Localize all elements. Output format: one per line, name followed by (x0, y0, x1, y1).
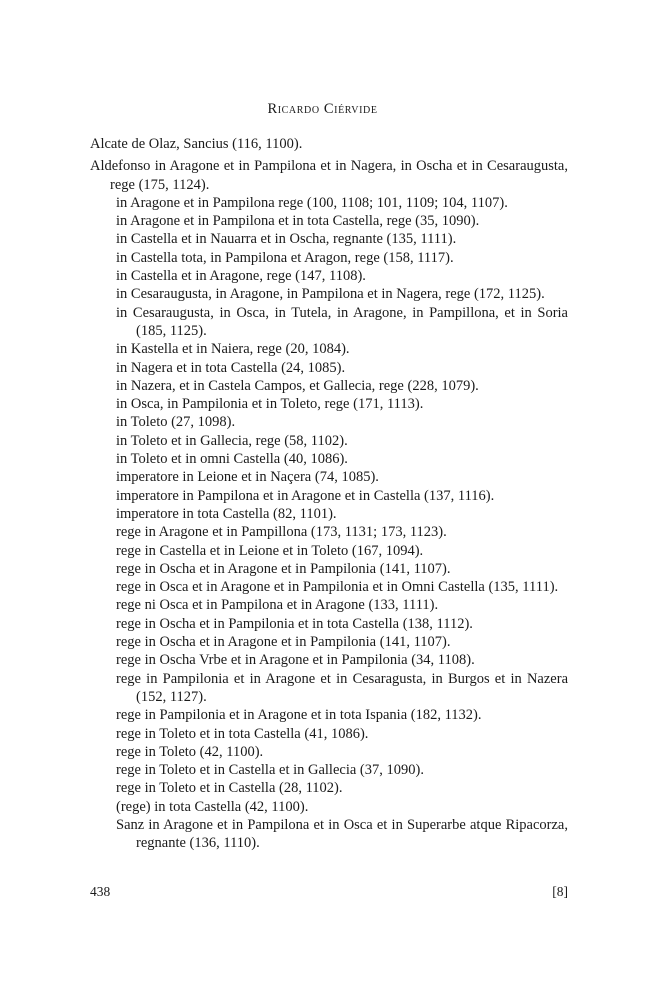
subentry: in Kastella et in Naiera, rege (20, 1084). (116, 341, 350, 358)
subentry: rege in Pampilonia et in Aragone et in tota Ispania (182, 1132). (116, 707, 482, 724)
subentry: rege in Oscha et in Aragone et in Pampilonia (141, 1107). (116, 560, 451, 577)
bracket-page-number: [8] (552, 884, 568, 899)
subentry: in Castella et in Aragone, rege (147, 1108). (116, 268, 366, 285)
index-entry: Alcate de Olaz, Sancius (116, 1100). (90, 136, 303, 152)
subentry: rege ni Osca et in Pampilona et in Aragone (133, 1111). (116, 597, 439, 614)
subentry: rege in Toleto (42, 1100). (116, 743, 264, 760)
subentry: in Toleto et in Gallecia, rege (58, 1102). (116, 432, 348, 449)
subentry: in Castella et in Nauarra et in Oscha, regnante (135, 1111). (116, 231, 457, 248)
subentry: in Cesaraugusta, in Osca, in Tutela, in Aragone, in Pampillona, et in Soria (185, 1125). (116, 304, 568, 339)
subentry: in Castella tota, in Pampilona et Aragon, rege (158, 1117). (116, 249, 454, 266)
subentry: rege in Toleto et in Castella (28, 1102). (116, 780, 343, 797)
subentry: in Aragone et in Pampilona et in tota Castella, rege (35, 1090). (116, 213, 480, 230)
subentry: imperatore in Pampilona et in Aragone et in Castella (137, 1116). (116, 487, 495, 504)
subentry: in Nazera, et in Castela Campos, et Gallecia, rege (228, 1079). (116, 377, 479, 394)
subentry: in Toleto (27, 1098). (116, 414, 236, 431)
subentry: rege in Pampilonia et in Aragone et in Cesaragusta, in Burgos et in Nazera (152, 1127). (116, 670, 568, 705)
page-number: 438 (90, 884, 111, 899)
index-content (90, 135, 568, 853)
subentry: rege in Osca et in Aragone et in Pampilonia et in Omni Castella (135, 1111). (116, 579, 559, 596)
subentry: rege in Toleto et in tota Castella (41, 1086). (116, 725, 369, 742)
subentry: rege in Oscha et in Pampilonia et in tota Castella (138, 1112). (116, 615, 473, 632)
subentry: rege in Aragone et in Pampillona (173, 1131; 173, 1123). (116, 524, 447, 541)
running-header: Ricardo Ciérvide (267, 101, 378, 117)
subentry: Sanz in Aragone et in Pampilona et in Osca et in Superarbe atque Ripacorza, regnante (136, 1110). (116, 816, 568, 852)
subentry: in Osca, in Pampilonia et in Toleto, rege (171, 1113). (116, 396, 424, 413)
subentry: in Cesaraugusta, in Aragone, in Pampilona et in Nagera, rege (172, 1125). (116, 286, 545, 303)
index-entry: Aldefonso in Aragone et in Pampilona et in Nagera, in Oscha et in Cesaraugusta, rege (175, 1124). (90, 158, 568, 193)
subentry: (rege) in tota Castella (42, 1100). (116, 798, 309, 815)
subentry: in Nagera et in tota Castella (24, 1085). (116, 359, 346, 376)
subentry: rege in Oscha Vrbe et in Aragone et in Pampilonia (34, 1108). (116, 652, 475, 669)
subentry: rege in Castella et in Leione et in Toleto (167, 1094). (116, 542, 424, 559)
subentry-list (90, 194, 568, 853)
subentry: imperatore in tota Castella (82, 1101). (116, 505, 337, 522)
subentry: imperatore in Leione et in Naçera (74, 1085). (116, 469, 379, 486)
subentry: in Toleto et in omni Castella (40, 1086). (116, 451, 348, 468)
subentry: in Aragone et in Pampilona rege (100, 1108; 101, 1109; 104, 1107). (116, 194, 508, 211)
subentry: rege in Oscha et in Aragone et in Pampilonia (141, 1107). (116, 634, 451, 651)
subentry: rege in Toleto et in Castella et in Gallecia (37, 1090). (116, 762, 424, 779)
